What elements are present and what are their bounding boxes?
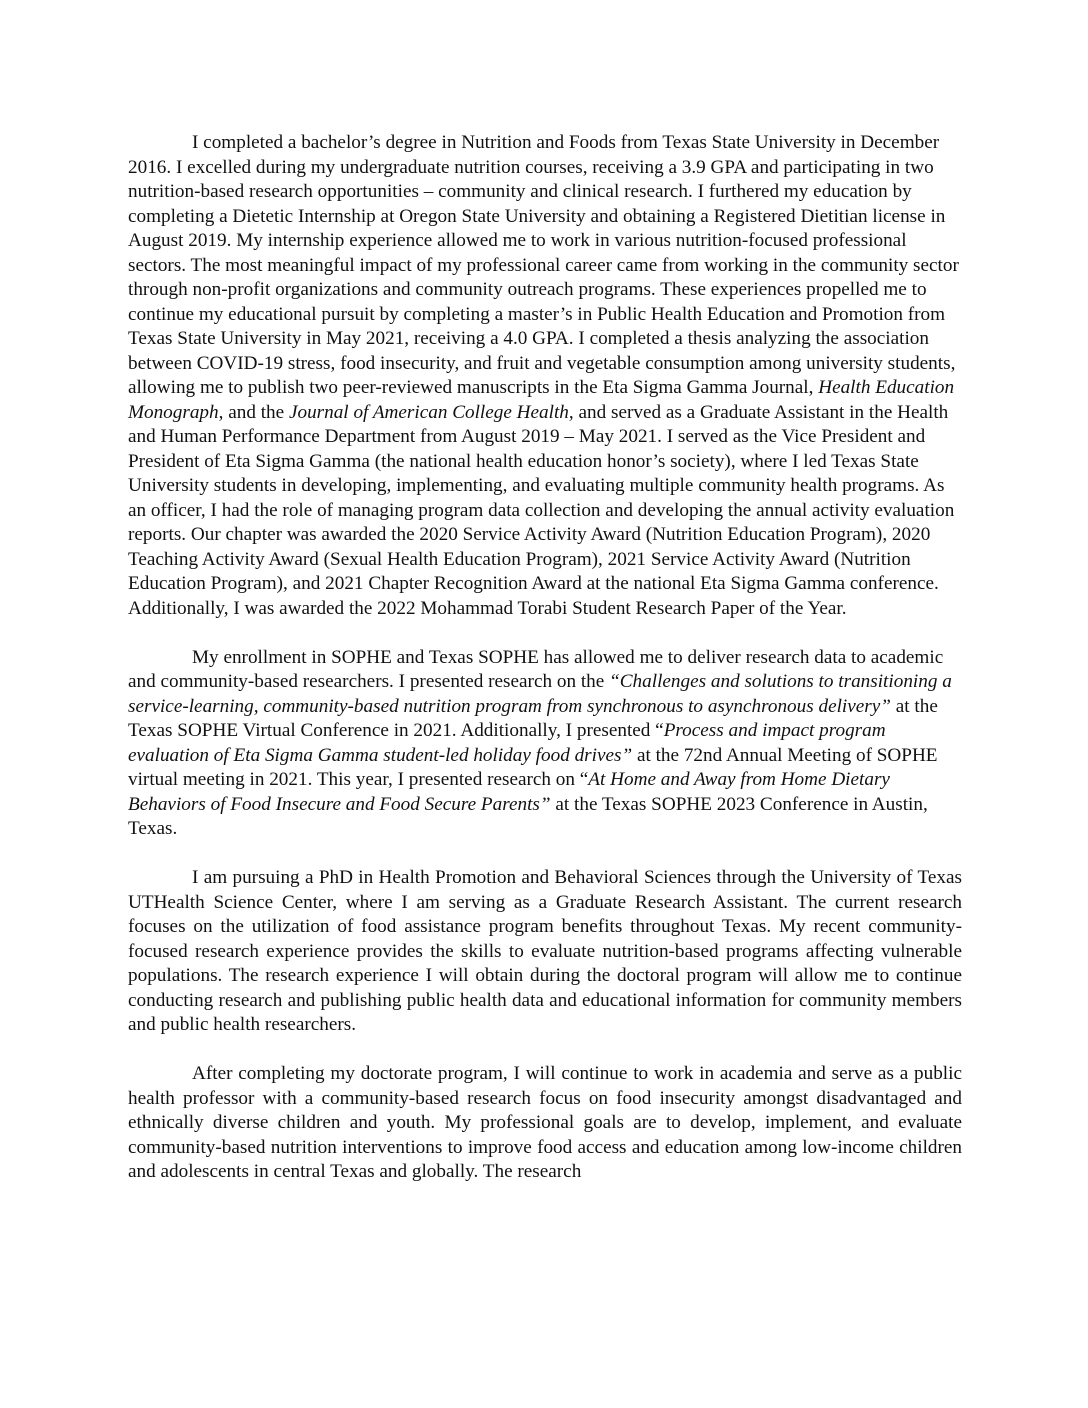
- document-page: [128, 131, 962, 1209]
- paragraph-goals: [128, 1062, 962, 1185]
- paragraph-text: at the 72nd Annual Meeting of SOPHE virtual meeting in 2021. This year, I presented research on “: [128, 744, 938, 790]
- paragraph-text: , and served as a Graduate Assistant in the Health and Human Performance Department from August 2019 – May 2021. I served as the Vice President and President of Eta Sigma Gamma (the national health education honor’s society), where I led Texas State University students in developing, implementing, and evaluating multiple community health programs. As an officer, I had the role of managing program data collection and developing the annual activity evaluation reports. Our chapter was awarded the 2020 Service Activity Award (Nutrition Education Program), 2020 Teaching Activity Award (Sexual Health Education Program), 2021 Service Activity Award (Nutrition Education Program), and 2021 Chapter Recognition Award at the national Eta Sigma Gamma conference. Additionally, I was awarded the 2022 Mohammad Torabi Student Research Paper of the Year.: [128, 401, 955, 619]
- paragraph-text: I am pursuing a PhD in Health Promotion and Behavioral Sciences through the University of Texas UTHealth Science Center, where I am serving as a Graduate Research Assistant. The current research focuses on the utilization of food assistance program benefits throughout Texas. My recent community-focused research experience provides the skills to evaluate nutrition-based programs affecting vulnerable populations. The research experience I will obtain during the doctoral program will allow me to continue conducting research and publishing public health data and educational information for community members and public health researchers.: [128, 867, 962, 1035]
- journal-title-italic: Journal of American College Health: [288, 401, 569, 423]
- presentation-title-italic: Process and impact program evaluation of Eta Sigma Gamma student-led holiday food drives”: [128, 720, 886, 766]
- presentation-title-italic: At Home and Away from Home Dietary Behaviors of Food Insecure and Food Secure Parents”: [128, 769, 890, 815]
- paragraph-text: at the Texas SOPHE 2023 Conference in Austin, Texas.: [128, 793, 928, 839]
- presentation-title-italic: “Challenges and solutions to transitioning a service-learning, community-based nutrition program from synchronous to asynchronous delivery”: [128, 671, 952, 717]
- paragraph-text: My enrollment in SOPHE and Texas SOPHE has allowed me to deliver research data to academic and community-based researchers. I presented research on the: [128, 646, 944, 692]
- paragraph-text: I completed a bachelor’s degree in Nutrition and Foods from Texas State University in December 2016. I excelled during my undergraduate nutrition courses, receiving a 3.9 GPA and participating in two nutrition-based research opportunities – community and clinical research. I furthered my education by completing a Dietetic Internship at Oregon State University and obtaining a Registered Dietitian license in August 2019. My internship experience allowed me to work in various nutrition-focused professional sectors. The most meaningful impact of my professional career came from working in the community sector through non-profit organizations and community outreach programs. These experiences propelled me to continue my educational pursuit by completing a master’s in Public Health Education and Promotion from Texas State University in May 2021, receiving a 4.0 GPA. I completed a thesis analyzing the association between COVID-19 stress, food insecurity, and fruit and vegetable consumption among university students, allowing me to publish two peer-reviewed manuscripts in the Eta Sigma Gamma Journal,: [128, 132, 959, 398]
- paragraph-phd: [128, 866, 962, 1038]
- paragraph-education: [128, 131, 962, 621]
- paragraph-sophe: [128, 646, 962, 842]
- paragraph-text: , and the: [218, 401, 289, 423]
- paragraph-text: After completing my doctorate program, I will continue to work in academia and serve as a public health professor with a community-based research focus on food insecurity amongst disadvantaged and ethnically diverse children and youth. My professional goals are to develop, implement, and evaluate community-based nutrition interventions to improve food access and education among low-income children and adolescents in central Texas and globally. The research: [128, 1063, 962, 1182]
- paragraph-text: at the Texas SOPHE Virtual Conference in 2021. Additionally, I presented “: [128, 695, 938, 741]
- journal-title-italic: Health Education Monograph: [128, 377, 955, 423]
